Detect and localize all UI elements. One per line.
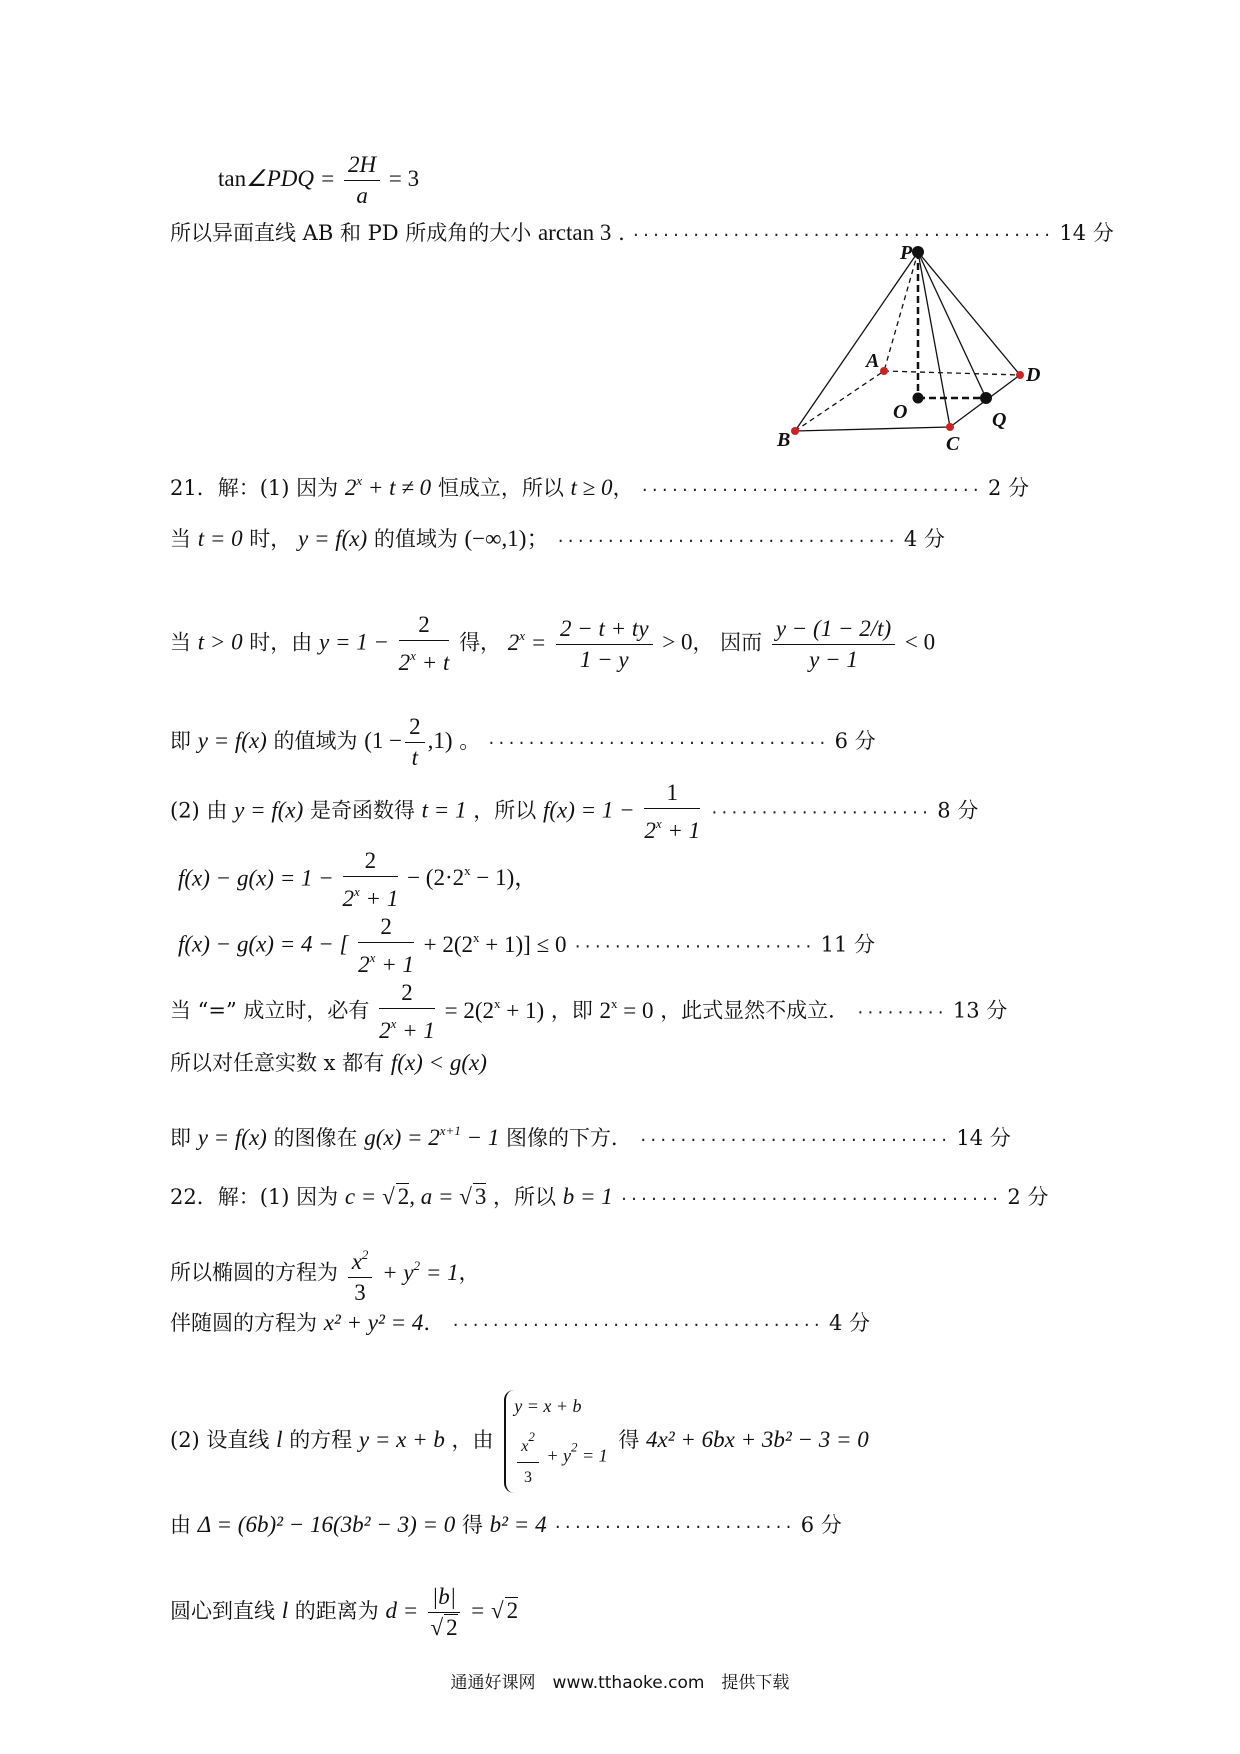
label-P: P [900, 242, 913, 264]
label-D: D [1026, 364, 1041, 386]
label-C: C [946, 433, 960, 455]
q22-line-4: 伴随圆的方程为 x² + y² = 4． ····································· 4 分 [170, 1310, 870, 1335]
q21-line-6: 即 y = f(x) 的值域为 (1 − $\frac{2}{t}$ ,1) 。 ·································· 6 分 [170, 714, 876, 770]
q22-line-6: 由 Δ = (6b)² − 16(3b² − 3) = 0 得 b² = 4 ························ 6 分 [170, 1512, 842, 1537]
label-A: A [866, 350, 880, 372]
formula-tan: tan∠PDQ = $\frac{2H}{a}$ = 3 [218, 152, 420, 208]
q21-line-conclusion: 所以对任意实数 x 都有 f(x) < g(x) [170, 1050, 487, 1075]
answer-line-14: 所以异面直线 AB 和 PD 所成角的大小 arctan 3 . ·········································· 14 分 [170, 220, 1114, 245]
q21-line-13: 当 “=” 成立时，必有 $\frac{2}{2^x + 1}$ = $2(2^x + 1)$ ，即 $2^x = 0$ ，此式显然不成立． ········· 13 分 [170, 980, 1008, 1043]
q21-line-8: (2) 由 y = f(x) 是奇函数得 t = 1 ，所以 f(x) = 1 − $\frac{1}{2^x + 1}$ ······················ 8 分 [170, 780, 979, 843]
q21-line-11: f(x) − g(x) = 4 − [ $\frac{2}{2^x + 1}$ + $2(2^x + 1)] \le 0$ ························ 11 分 [178, 914, 875, 977]
label-B: B [777, 429, 791, 451]
q21-line-4: 当 t = 0 时， y = f(x) 的值域为 (−∞,1)； ·································· 4 分 [170, 526, 945, 551]
q21-line-diff1: f(x) − g(x) = 1 − $\frac{2}{2^x + 1}$ − $(2\cdot 2^x - 1)$， [178, 848, 538, 911]
q21-line-14: 即 y = f(x) 的图像在 $g(x) = 2^{x+1} - 1$ 图像的下方． ······························· 14 分 [170, 1123, 1011, 1150]
q22-line-system: (2) 设直线 l 的方程 y = x + b ，由 y = x + b $\frac{x^2}{3}$ + $y^2 = 1$ 得 4x² + 6bx + 3b² − 3 = 0 [170, 1390, 869, 1493]
pyramid-figure [760, 235, 1080, 460]
label-O: O [893, 401, 908, 423]
q21-line-2: 21．解：(1) 因为 $2^x + t \ne 0$ 恒成立，所以 t ≥ 0， ·································· 2 分 [170, 473, 1030, 500]
q22-line-2: 22．解：(1) 因为 c = √ 2, a = √ 3 ，所以 b = 1 ······································ 2 分 [170, 1184, 1049, 1209]
page-footer: 通通好课网 www.tthaoke.com 提供下载 [450, 1673, 790, 1693]
q22-line-ellipse: 所以椭圆的方程为 $\frac{x^2}{3}$ + $y^2 = 1$， [170, 1240, 480, 1308]
label-Q: Q [992, 409, 1007, 431]
q21-line-5: 当 t > 0 时，由 y = 1 − $\frac{2}{2^x + t}$ 得， $2^x$ = $\frac{2 - t + ty}{1 - y}$ > 0， 因而 $\frac{y - (1 - 2/t)}{y - 1}$ < 0 [170, 612, 936, 675]
q22-line-distance: 圆心到直线 l 的距离为 d = $\frac{|b|}{√ 2}$ = √ 2 [170, 1584, 519, 1640]
